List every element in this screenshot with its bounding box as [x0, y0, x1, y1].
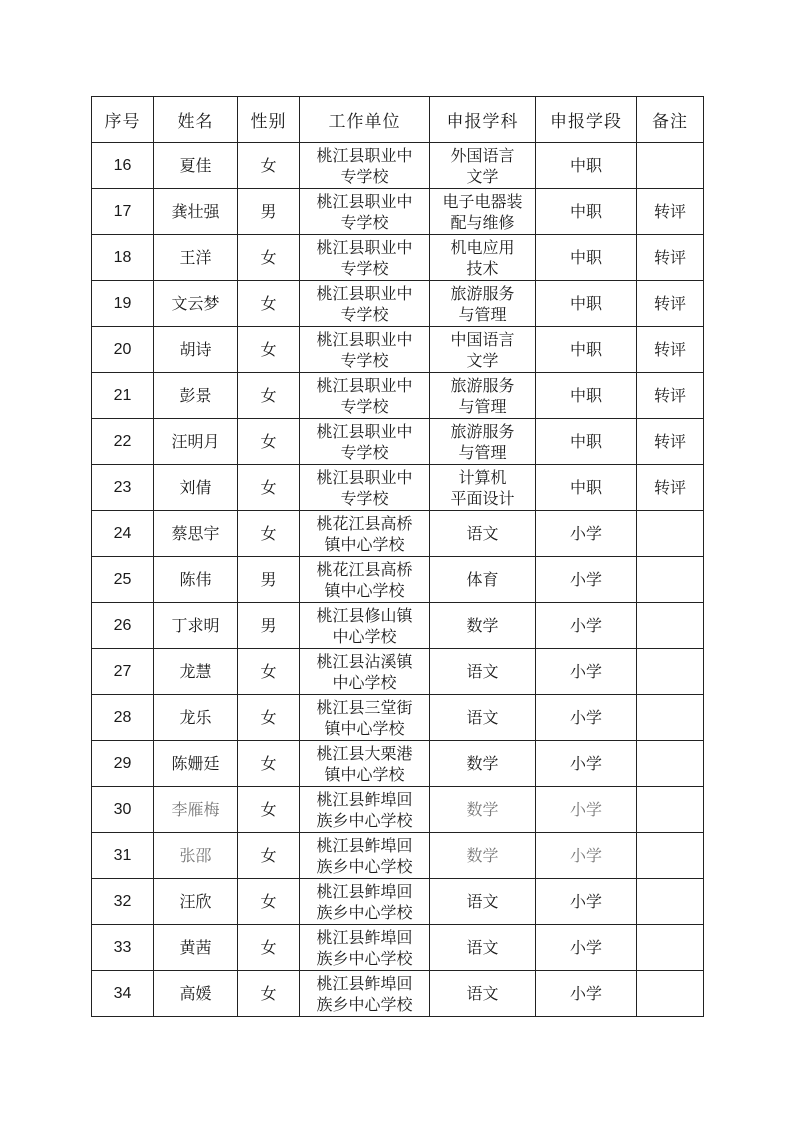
- cell-subject: [430, 419, 536, 465]
- cell-name: 夏佳: [154, 143, 238, 189]
- cell-line: 桃江县职业中: [316, 467, 413, 487]
- cell-number: 20: [92, 327, 154, 373]
- cell-work-unit: [300, 465, 430, 511]
- cell-stage: 小学: [536, 741, 637, 787]
- cell-work-unit: [300, 649, 430, 695]
- cell-remark: [637, 879, 704, 925]
- cell-line: 镇中心学校: [324, 580, 405, 600]
- cell-line: 计算机: [458, 467, 507, 487]
- cell-line: 桃江县职业中: [316, 237, 413, 257]
- cell-line: 机电应用: [450, 237, 515, 257]
- cell-gender: 女: [238, 879, 300, 925]
- cell-gender: 女: [238, 741, 300, 787]
- cell-line: 桃江县修山镇: [316, 605, 413, 625]
- cell-stage: 中职: [536, 419, 637, 465]
- header-number: 序号: [92, 97, 154, 143]
- cell-subject: [430, 833, 536, 879]
- cell-remark: [637, 511, 704, 557]
- table-row: [92, 465, 704, 511]
- cell-line: 镇中心学校: [324, 764, 405, 784]
- cell-line: 族乡中心学校: [316, 810, 413, 830]
- table-row: [92, 281, 704, 327]
- cell-line: 桃江县鲊埠回: [316, 927, 413, 947]
- cell-stage: 小学: [536, 695, 637, 741]
- cell-work-unit: [300, 557, 430, 603]
- cell-stage: 小学: [536, 925, 637, 971]
- table-row: [92, 603, 704, 649]
- cell-name: 黄茜: [154, 925, 238, 971]
- cell-subject: [430, 281, 536, 327]
- cell-line: 文学: [466, 166, 499, 186]
- applicant-table: [91, 96, 704, 1017]
- cell-line: 桃江县鲊埠回: [316, 835, 413, 855]
- cell-line: 平面设计: [450, 488, 515, 508]
- cell-name: 丁求明: [154, 603, 238, 649]
- cell-gender: 女: [238, 327, 300, 373]
- cell-gender: 女: [238, 695, 300, 741]
- cell-line: 语文: [466, 892, 499, 911]
- cell-number: 24: [92, 511, 154, 557]
- cell-line: 旅游服务: [450, 375, 515, 395]
- cell-line: 镇中心学校: [324, 534, 405, 554]
- cell-name: 龚壮强: [154, 189, 238, 235]
- cell-line: 桃江县职业中: [316, 145, 413, 165]
- cell-remark: 转评: [637, 327, 704, 373]
- cell-number: 21: [92, 373, 154, 419]
- cell-stage: 小学: [536, 603, 637, 649]
- cell-line: 数学: [466, 616, 499, 635]
- cell-name: 陈姗廷: [154, 741, 238, 787]
- table-row: [92, 925, 704, 971]
- cell-line: 镇中心学校: [324, 718, 405, 738]
- cell-stage: 小学: [536, 511, 637, 557]
- cell-remark: [637, 741, 704, 787]
- cell-line: 桃江县鲊埠回: [316, 789, 413, 809]
- cell-gender: 女: [238, 787, 300, 833]
- cell-line: 数学: [466, 754, 499, 773]
- cell-number: 29: [92, 741, 154, 787]
- cell-name: 陈伟: [154, 557, 238, 603]
- cell-line: 专学校: [340, 166, 389, 186]
- cell-stage: 中职: [536, 281, 637, 327]
- cell-name: 胡诗: [154, 327, 238, 373]
- cell-stage: 小学: [536, 787, 637, 833]
- cell-line: 与管理: [458, 442, 507, 462]
- cell-subject: [430, 971, 536, 1017]
- cell-subject: [430, 787, 536, 833]
- cell-line: 技术: [466, 258, 499, 278]
- cell-line: 语文: [466, 524, 499, 543]
- cell-gender: 女: [238, 925, 300, 971]
- cell-gender: 女: [238, 235, 300, 281]
- cell-subject: [430, 925, 536, 971]
- cell-stage: 小学: [536, 971, 637, 1017]
- cell-line: 专学校: [340, 396, 389, 416]
- table-row: [92, 143, 704, 189]
- table-row: [92, 971, 704, 1017]
- table-row: [92, 695, 704, 741]
- table-row: [92, 557, 704, 603]
- cell-number: 31: [92, 833, 154, 879]
- cell-line: 中心学校: [332, 672, 397, 692]
- cell-line: 电子电器装: [442, 191, 523, 211]
- cell-line: 桃江县职业中: [316, 421, 413, 441]
- cell-line: 中心学校: [332, 626, 397, 646]
- table-row: [92, 833, 704, 879]
- cell-subject: [430, 189, 536, 235]
- cell-number: 16: [92, 143, 154, 189]
- table-row: [92, 511, 704, 557]
- cell-work-unit: [300, 511, 430, 557]
- cell-name: 蔡思宇: [154, 511, 238, 557]
- cell-line: 桃江县职业中: [316, 375, 413, 395]
- cell-line: 桃江县鲊埠回: [316, 973, 413, 993]
- cell-work-unit: [300, 143, 430, 189]
- cell-work-unit: [300, 787, 430, 833]
- cell-work-unit: [300, 419, 430, 465]
- cell-work-unit: [300, 833, 430, 879]
- cell-work-unit: [300, 603, 430, 649]
- cell-stage: 中职: [536, 465, 637, 511]
- cell-name: 龙慧: [154, 649, 238, 695]
- cell-number: 34: [92, 971, 154, 1017]
- cell-subject: [430, 373, 536, 419]
- cell-subject: [430, 649, 536, 695]
- cell-name: 李雁梅: [154, 787, 238, 833]
- cell-gender: 女: [238, 373, 300, 419]
- cell-remark: [637, 557, 704, 603]
- cell-number: 19: [92, 281, 154, 327]
- cell-number: 18: [92, 235, 154, 281]
- cell-stage: 小学: [536, 833, 637, 879]
- cell-remark: [637, 695, 704, 741]
- table-body: [92, 143, 704, 1017]
- cell-name: 汪欣: [154, 879, 238, 925]
- cell-line: 专学校: [340, 442, 389, 462]
- cell-gender: 女: [238, 971, 300, 1017]
- table-row: [92, 235, 704, 281]
- cell-remark: 转评: [637, 281, 704, 327]
- cell-stage: 小学: [536, 557, 637, 603]
- cell-line: 桃江县沾溪镇: [316, 651, 413, 671]
- table-row: [92, 419, 704, 465]
- cell-stage: 中职: [536, 327, 637, 373]
- cell-name: 文云梦: [154, 281, 238, 327]
- cell-line: 族乡中心学校: [316, 948, 413, 968]
- cell-number: 32: [92, 879, 154, 925]
- cell-line: 桃花江县高桥: [316, 513, 413, 533]
- cell-subject: [430, 235, 536, 281]
- cell-line: 桃江县三堂街: [316, 697, 413, 717]
- cell-name: 张邵: [154, 833, 238, 879]
- cell-subject: [430, 143, 536, 189]
- cell-subject: [430, 879, 536, 925]
- cell-work-unit: [300, 695, 430, 741]
- cell-subject: [430, 603, 536, 649]
- cell-line: 语文: [466, 662, 499, 681]
- cell-remark: 转评: [637, 465, 704, 511]
- cell-number: 33: [92, 925, 154, 971]
- cell-name: 龙乐: [154, 695, 238, 741]
- cell-number: 27: [92, 649, 154, 695]
- table-row: [92, 327, 704, 373]
- cell-remark: [637, 649, 704, 695]
- cell-remark: [637, 143, 704, 189]
- cell-line: 族乡中心学校: [316, 994, 413, 1014]
- cell-subject: [430, 327, 536, 373]
- cell-work-unit: [300, 235, 430, 281]
- cell-gender: 女: [238, 143, 300, 189]
- cell-name: 高媛: [154, 971, 238, 1017]
- cell-work-unit: [300, 327, 430, 373]
- cell-line: 与管理: [458, 304, 507, 324]
- cell-name: 王洋: [154, 235, 238, 281]
- header-stage: 申报学段: [536, 97, 637, 143]
- cell-remark: 转评: [637, 373, 704, 419]
- cell-line: 专学校: [340, 488, 389, 508]
- table-row: [92, 189, 704, 235]
- cell-remark: [637, 971, 704, 1017]
- cell-line: 体育: [466, 570, 499, 589]
- cell-gender: 女: [238, 649, 300, 695]
- cell-number: 23: [92, 465, 154, 511]
- cell-line: 专学校: [340, 258, 389, 278]
- cell-line: 桃江县职业中: [316, 191, 413, 211]
- cell-subject: [430, 557, 536, 603]
- table-row: [92, 741, 704, 787]
- cell-subject: [430, 511, 536, 557]
- cell-name: 刘倩: [154, 465, 238, 511]
- cell-gender: 女: [238, 465, 300, 511]
- cell-number: 28: [92, 695, 154, 741]
- cell-line: 桃江县大栗港: [316, 743, 413, 763]
- cell-stage: 中职: [536, 235, 637, 281]
- cell-line: 语文: [466, 984, 499, 1003]
- cell-work-unit: [300, 741, 430, 787]
- cell-line: 桃花江县高桥: [316, 559, 413, 579]
- cell-gender: 女: [238, 419, 300, 465]
- cell-stage: 中职: [536, 373, 637, 419]
- cell-subject: [430, 741, 536, 787]
- cell-remark: [637, 833, 704, 879]
- table-row: [92, 879, 704, 925]
- cell-line: 数学: [466, 800, 499, 819]
- cell-gender: 女: [238, 511, 300, 557]
- cell-gender: 男: [238, 189, 300, 235]
- cell-number: 26: [92, 603, 154, 649]
- header-name: 姓名: [154, 97, 238, 143]
- cell-stage: 小学: [536, 879, 637, 925]
- table-row: [92, 373, 704, 419]
- cell-line: 专学校: [340, 350, 389, 370]
- cell-remark: [637, 925, 704, 971]
- header-work-unit: 工作单位: [300, 97, 430, 143]
- cell-work-unit: [300, 281, 430, 327]
- cell-line: 数学: [466, 846, 499, 865]
- cell-gender: 男: [238, 557, 300, 603]
- cell-line: 配与维修: [450, 212, 515, 232]
- header-subject: 申报学科: [430, 97, 536, 143]
- cell-work-unit: [300, 879, 430, 925]
- cell-subject: [430, 465, 536, 511]
- table-row: [92, 649, 704, 695]
- cell-work-unit: [300, 189, 430, 235]
- cell-work-unit: [300, 925, 430, 971]
- cell-number: 30: [92, 787, 154, 833]
- table-row: [92, 787, 704, 833]
- cell-line: 桃江县鲊埠回: [316, 881, 413, 901]
- cell-remark: 转评: [637, 235, 704, 281]
- cell-remark: [637, 603, 704, 649]
- cell-work-unit: [300, 373, 430, 419]
- cell-gender: 女: [238, 833, 300, 879]
- cell-number: 22: [92, 419, 154, 465]
- cell-line: 族乡中心学校: [316, 902, 413, 922]
- cell-line: 专学校: [340, 212, 389, 232]
- cell-gender: 男: [238, 603, 300, 649]
- cell-line: 族乡中心学校: [316, 856, 413, 876]
- cell-stage: 中职: [536, 143, 637, 189]
- cell-remark: 转评: [637, 189, 704, 235]
- header-remark: 备注: [637, 97, 704, 143]
- cell-remark: 转评: [637, 419, 704, 465]
- cell-name: 汪明月: [154, 419, 238, 465]
- cell-stage: 中职: [536, 189, 637, 235]
- cell-line: 专学校: [340, 304, 389, 324]
- cell-line: 中国语言: [450, 329, 515, 349]
- cell-name: 彭景: [154, 373, 238, 419]
- cell-line: 旅游服务: [450, 283, 515, 303]
- cell-line: 桃江县职业中: [316, 283, 413, 303]
- cell-line: 语文: [466, 938, 499, 957]
- cell-remark: [637, 787, 704, 833]
- cell-number: 17: [92, 189, 154, 235]
- cell-line: 桃江县职业中: [316, 329, 413, 349]
- header-gender: 性别: [238, 97, 300, 143]
- cell-line: 与管理: [458, 396, 507, 416]
- cell-work-unit: [300, 971, 430, 1017]
- cell-gender: 女: [238, 281, 300, 327]
- cell-stage: 小学: [536, 649, 637, 695]
- table-header-row: [92, 97, 704, 143]
- cell-line: 文学: [466, 350, 499, 370]
- cell-line: 外国语言: [450, 145, 515, 165]
- cell-line: 旅游服务: [450, 421, 515, 441]
- cell-subject: [430, 695, 536, 741]
- cell-line: 语文: [466, 708, 499, 727]
- cell-number: 25: [92, 557, 154, 603]
